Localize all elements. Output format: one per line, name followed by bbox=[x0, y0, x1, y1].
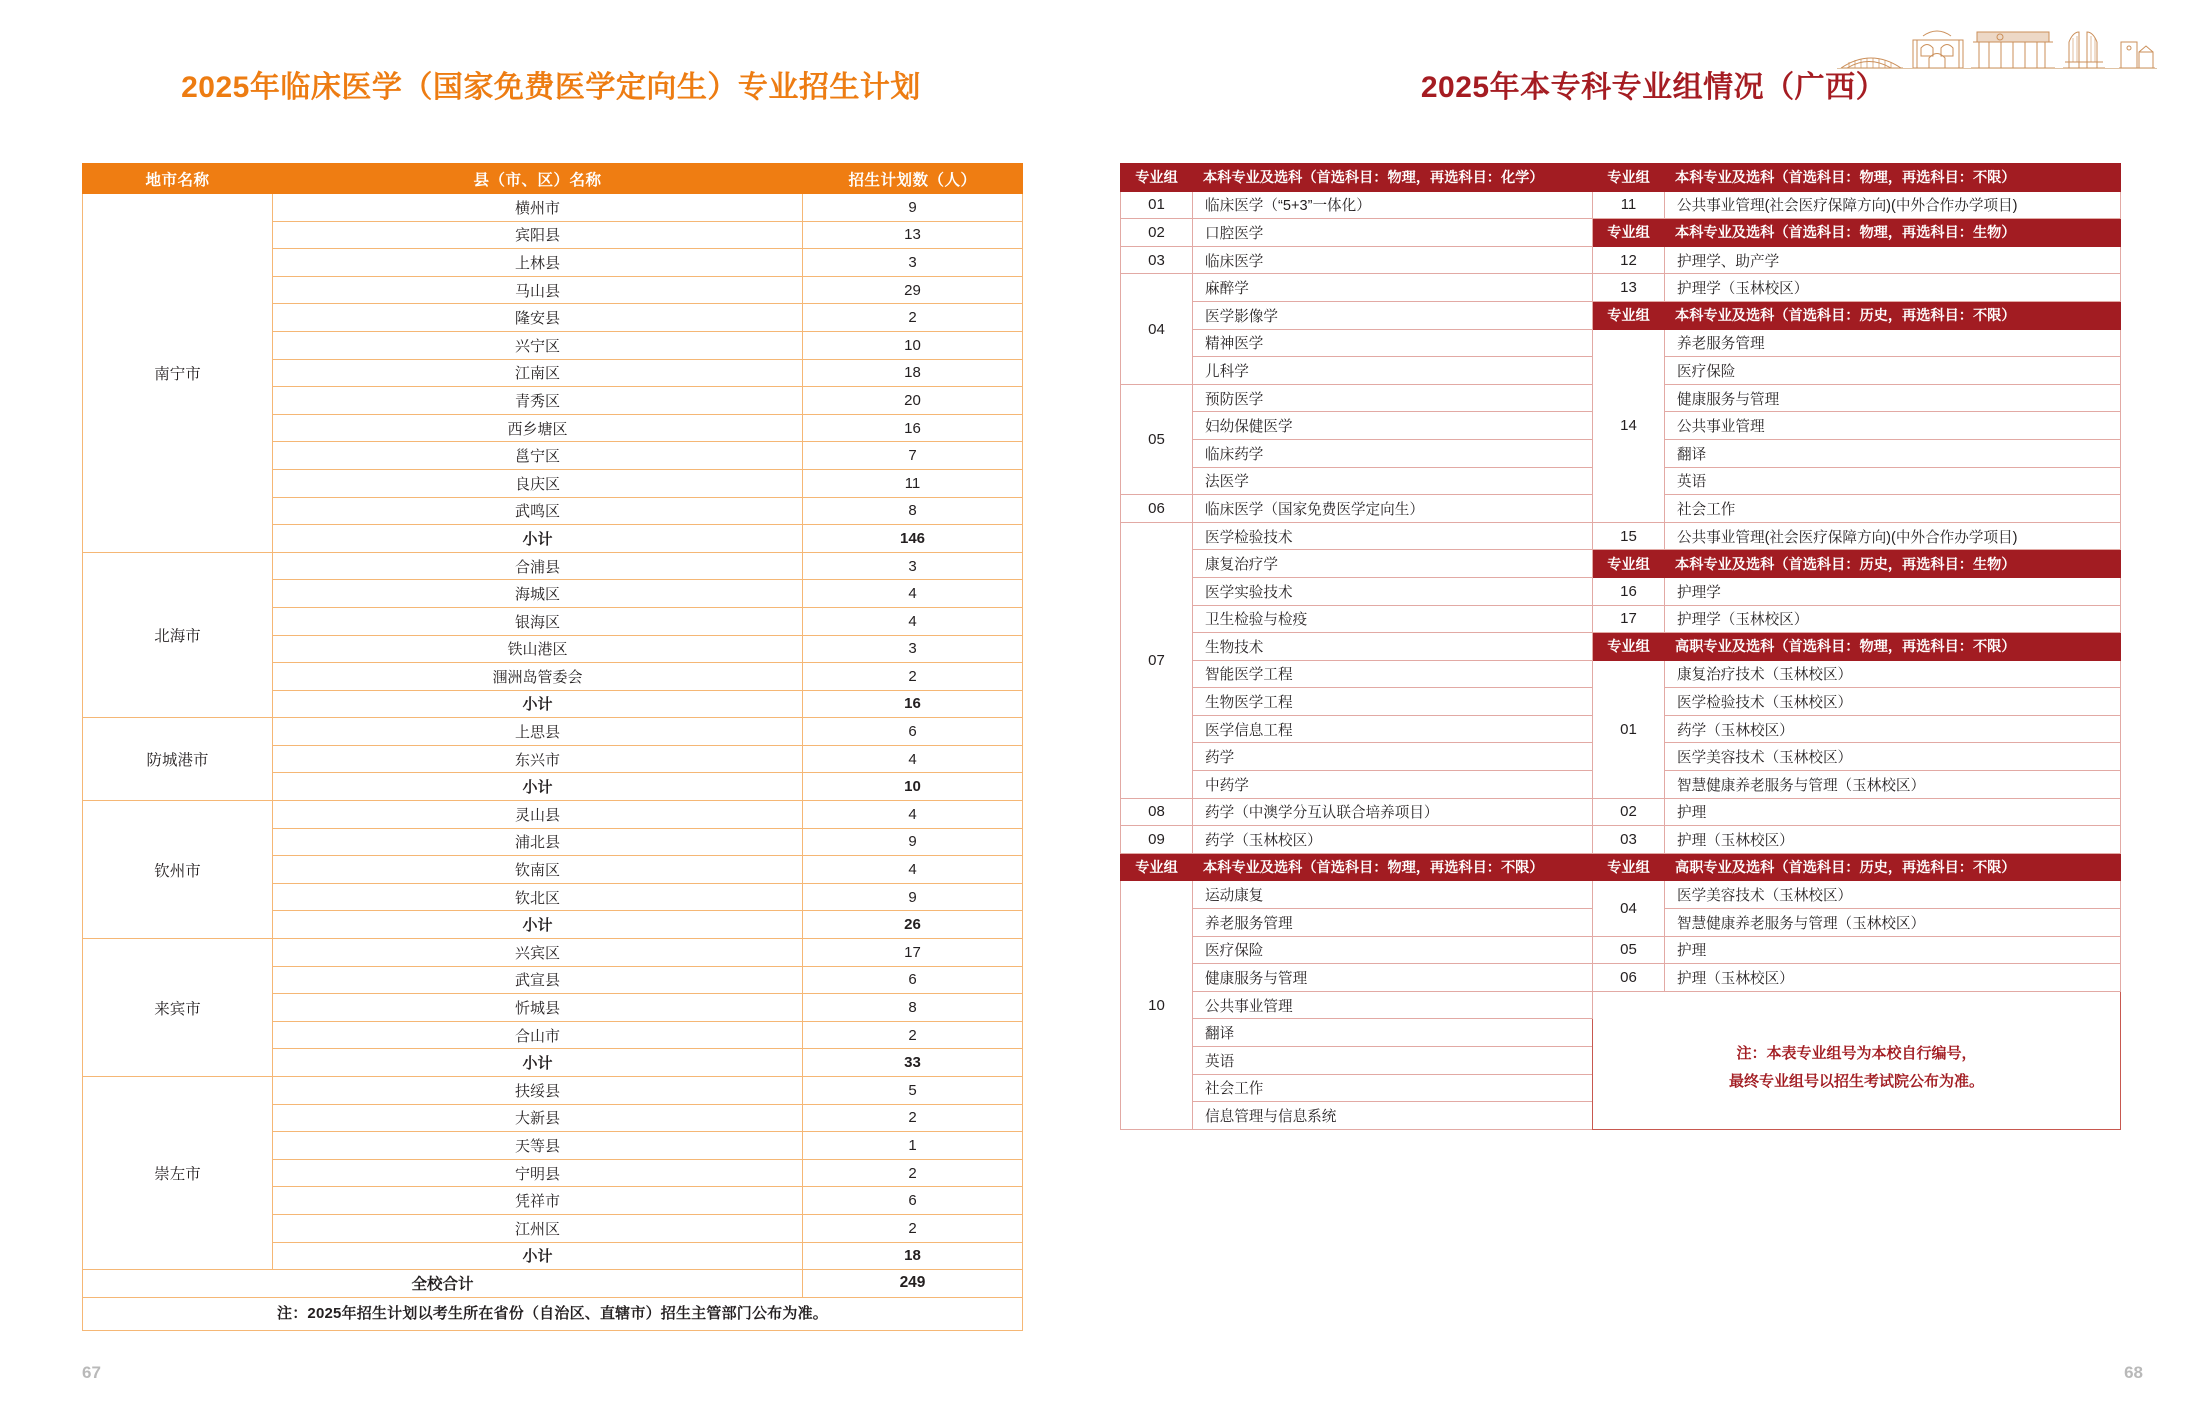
grand-total-label: 全校合计 bbox=[83, 1270, 803, 1298]
major-name: 药学 bbox=[1193, 743, 1593, 771]
major-name: 护理 bbox=[1665, 798, 2121, 826]
county-name-cell: 上林县 bbox=[273, 249, 803, 277]
county-name-cell: 兴宁区 bbox=[273, 331, 803, 359]
subtotal-value: 16 bbox=[803, 690, 1023, 718]
city-name-cell: 崇左市 bbox=[83, 1077, 273, 1270]
subtotal-value: 33 bbox=[803, 1049, 1023, 1077]
county-name-cell: 忻城县 bbox=[273, 994, 803, 1022]
table-header-row bbox=[83, 164, 1023, 194]
page-number-left: 67 bbox=[82, 1363, 101, 1382]
subtotal-value: 146 bbox=[803, 525, 1023, 553]
county-name-cell: 良庆区 bbox=[273, 469, 803, 497]
major-column-header: 本科专业及选科（首选科目：物理，再选科目：不限） bbox=[1665, 164, 2121, 192]
county-name-cell: 武鸣区 bbox=[273, 497, 803, 525]
major-name: 药学（中澳学分互认联合培养项目） bbox=[1193, 798, 1593, 826]
county-name-cell: 浦北县 bbox=[273, 828, 803, 856]
major-name: 预防医学 bbox=[1193, 384, 1593, 412]
major-name: 公共事业管理(社会医疗保障方向)(中外合作办学项目) bbox=[1665, 522, 2121, 550]
major-name: 临床医学 bbox=[1193, 246, 1593, 274]
major-name: 医疗保险 bbox=[1665, 357, 2121, 385]
county-name-cell: 上思县 bbox=[273, 718, 803, 746]
group-column-header: 专业组 bbox=[1121, 164, 1193, 192]
subtotal-value: 10 bbox=[803, 773, 1023, 801]
major-name: 智能医学工程 bbox=[1193, 660, 1593, 688]
note-block bbox=[1593, 991, 2121, 1129]
table-row bbox=[83, 552, 1023, 580]
table-row bbox=[1121, 660, 2121, 688]
plan-count-cell: 2 bbox=[803, 1159, 1023, 1187]
subtotal-label: 小计 bbox=[273, 1049, 803, 1077]
major-name: 精神医学 bbox=[1193, 329, 1593, 357]
major-group-code: 05 bbox=[1593, 936, 1665, 964]
county-name-cell: 江南区 bbox=[273, 359, 803, 387]
right-page bbox=[1102, 0, 2205, 1417]
plan-count-cell: 29 bbox=[803, 276, 1023, 304]
major-group-code: 03 bbox=[1121, 246, 1193, 274]
major-name: 英语 bbox=[1193, 1047, 1593, 1075]
county-name-cell: 宾阳县 bbox=[273, 221, 803, 249]
plan-count-cell: 4 bbox=[803, 580, 1023, 608]
major-column-header: 高职专业及选科（首选科目：历史，再选科目：不限） bbox=[1665, 853, 2121, 881]
county-name-cell: 凭祥市 bbox=[273, 1187, 803, 1215]
major-name: 临床医学（“5+3”一体化） bbox=[1193, 191, 1593, 219]
county-name-cell: 灵山县 bbox=[273, 801, 803, 829]
subtotal-label: 小计 bbox=[273, 690, 803, 718]
column-header: 县（市、区）名称 bbox=[273, 164, 803, 194]
plan-count-cell: 4 bbox=[803, 801, 1023, 829]
county-name-cell: 兴宾区 bbox=[273, 939, 803, 967]
major-name: 医学美容技术（玉林校区） bbox=[1665, 881, 2121, 909]
table-row bbox=[1121, 853, 2121, 881]
group-column-header: 专业组 bbox=[1121, 853, 1193, 881]
table-row bbox=[1121, 550, 2121, 578]
plan-count-cell: 6 bbox=[803, 966, 1023, 994]
major-name: 养老服务管理 bbox=[1193, 909, 1593, 937]
county-name-cell: 银海区 bbox=[273, 607, 803, 635]
major-name: 生物医学工程 bbox=[1193, 688, 1593, 716]
major-name: 养老服务管理 bbox=[1665, 329, 2121, 357]
plan-count-cell: 9 bbox=[803, 883, 1023, 911]
county-name-cell: 邕宁区 bbox=[273, 442, 803, 470]
major-group-code: 01 bbox=[1121, 191, 1193, 219]
plan-count-cell: 4 bbox=[803, 607, 1023, 635]
group-column-header: 专业组 bbox=[1593, 853, 1665, 881]
plan-count-cell: 1 bbox=[803, 1132, 1023, 1160]
major-name: 社会工作 bbox=[1193, 1074, 1593, 1102]
table-row bbox=[1121, 633, 2121, 661]
major-name: 英语 bbox=[1665, 467, 2121, 495]
major-name: 生物技术 bbox=[1193, 633, 1593, 661]
plan-count-cell: 2 bbox=[803, 1104, 1023, 1132]
major-group-code: 17 bbox=[1593, 605, 1665, 633]
major-name: 健康服务与管理 bbox=[1665, 384, 2121, 412]
major-group-code: 10 bbox=[1121, 881, 1193, 1129]
plan-count-cell: 2 bbox=[803, 1214, 1023, 1242]
subtotal-label: 小计 bbox=[273, 525, 803, 553]
group-column-header: 专业组 bbox=[1593, 301, 1665, 329]
county-name-cell: 横州市 bbox=[273, 194, 803, 222]
major-group-code: 07 bbox=[1121, 522, 1193, 798]
page-title: 2025年本专科专业组情况（广西） bbox=[1420, 71, 1887, 104]
table-row bbox=[1121, 329, 2121, 357]
major-name: 护理学 bbox=[1665, 577, 2121, 605]
major-name: 护理 bbox=[1665, 936, 2121, 964]
major-name: 药学（玉林校区） bbox=[1665, 715, 2121, 743]
major-name: 医学影像学 bbox=[1193, 301, 1593, 329]
major-name: 健康服务与管理 bbox=[1193, 964, 1593, 992]
plan-count-cell: 7 bbox=[803, 442, 1023, 470]
major-group-code: 04 bbox=[1593, 881, 1665, 936]
major-name: 护理学（玉林校区） bbox=[1665, 605, 2121, 633]
major-name: 翻译 bbox=[1665, 439, 2121, 467]
major-group-code: 02 bbox=[1593, 798, 1665, 826]
table-row bbox=[1121, 522, 2121, 550]
major-name: 康复治疗学 bbox=[1193, 550, 1593, 578]
table-row bbox=[1121, 964, 2121, 992]
subtotal-label: 小计 bbox=[273, 773, 803, 801]
county-name-cell: 合山市 bbox=[273, 1021, 803, 1049]
major-group-code: 04 bbox=[1121, 274, 1193, 384]
major-name: 运动康复 bbox=[1193, 881, 1593, 909]
county-name-cell: 武宣县 bbox=[273, 966, 803, 994]
county-name-cell: 东兴市 bbox=[273, 745, 803, 773]
table-note: 注：2025年招生计划以考生所在省份（自治区、直辖市）招生主管部门公布为准。 bbox=[83, 1297, 1023, 1330]
plan-count-cell: 5 bbox=[803, 1077, 1023, 1105]
county-name-cell: 海城区 bbox=[273, 580, 803, 608]
plan-count-cell: 9 bbox=[803, 194, 1023, 222]
plan-count-cell: 2 bbox=[803, 1021, 1023, 1049]
table-row bbox=[83, 194, 1023, 222]
major-name: 麻醉学 bbox=[1193, 274, 1593, 302]
major-name: 儿科学 bbox=[1193, 357, 1593, 385]
major-name: 护理（玉林校区） bbox=[1665, 826, 2121, 854]
major-group-code: 06 bbox=[1121, 495, 1193, 523]
note-line-2: 最终专业组号以招生考试院公布为准。 bbox=[1728, 1073, 1984, 1091]
table-row bbox=[1121, 798, 2121, 826]
plan-count-cell: 13 bbox=[803, 221, 1023, 249]
major-name: 医学信息工程 bbox=[1193, 715, 1593, 743]
plan-count-cell: 10 bbox=[803, 331, 1023, 359]
major-group-code: 05 bbox=[1121, 384, 1193, 494]
major-name: 医学检验技术 bbox=[1193, 522, 1593, 550]
major-column-header: 本科专业及选科（首选科目：物理，再选科目：不限） bbox=[1193, 853, 1593, 881]
major-name: 护理（玉林校区） bbox=[1665, 964, 2121, 992]
county-name-cell: 涠洲岛管委会 bbox=[273, 663, 803, 691]
major-column-header: 本科专业及选科（首选科目：物理，再选科目：化学） bbox=[1193, 164, 1593, 192]
city-name-cell: 北海市 bbox=[83, 552, 273, 718]
major-name: 智慧健康养老服务与管理（玉林校区） bbox=[1665, 909, 2121, 937]
county-name-cell: 西乡塘区 bbox=[273, 414, 803, 442]
subtotal-label: 小计 bbox=[273, 911, 803, 939]
major-column-header: 本科专业及选科（首选科目：物理，再选科目：生物） bbox=[1665, 219, 2121, 247]
group-column-header: 专业组 bbox=[1593, 219, 1665, 247]
major-name: 妇幼保健医学 bbox=[1193, 412, 1593, 440]
plan-count-cell: 2 bbox=[803, 663, 1023, 691]
major-group-table bbox=[1120, 163, 2121, 1130]
page-number-right: 68 bbox=[2124, 1363, 2143, 1382]
major-name: 医疗保险 bbox=[1193, 936, 1593, 964]
admission-plan-table bbox=[82, 163, 1023, 1331]
major-name: 卫生检验与检疫 bbox=[1193, 605, 1593, 633]
county-name-cell: 青秀区 bbox=[273, 387, 803, 415]
table-row bbox=[83, 1077, 1023, 1105]
major-name: 药学（玉林校区） bbox=[1193, 826, 1593, 854]
major-column-header: 本科专业及选科（首选科目：历史，再选科目：生物） bbox=[1665, 550, 2121, 578]
major-name: 公共事业管理 bbox=[1193, 991, 1593, 1019]
grand-total-value: 249 bbox=[803, 1270, 1023, 1298]
major-name: 口腔医学 bbox=[1193, 219, 1593, 247]
major-column-header: 高职专业及选科（首选科目：物理，再选科目：不限） bbox=[1665, 633, 2121, 661]
major-name: 中药学 bbox=[1193, 771, 1593, 799]
major-name: 法医学 bbox=[1193, 467, 1593, 495]
grand-total-row bbox=[83, 1270, 1023, 1298]
major-group-code: 03 bbox=[1593, 826, 1665, 854]
table-row bbox=[1121, 301, 2121, 329]
city-name-cell: 防城港市 bbox=[83, 718, 273, 801]
major-group-code: 02 bbox=[1121, 219, 1193, 247]
subtotal-label: 小计 bbox=[273, 1242, 803, 1270]
county-name-cell: 天等县 bbox=[273, 1132, 803, 1160]
major-group-code: 15 bbox=[1593, 522, 1665, 550]
table-row bbox=[83, 718, 1023, 746]
plan-count-cell: 3 bbox=[803, 552, 1023, 580]
major-group-code: 14 bbox=[1593, 329, 1665, 522]
city-name-cell: 南宁市 bbox=[83, 194, 273, 553]
county-name-cell: 宁明县 bbox=[273, 1159, 803, 1187]
table-row bbox=[83, 801, 1023, 829]
major-name: 翻译 bbox=[1193, 1019, 1593, 1047]
note-line-1: 注：本表专业组号为本校自行编号， bbox=[1736, 1044, 1977, 1062]
left-page bbox=[0, 0, 1102, 1417]
major-group-code: 06 bbox=[1593, 964, 1665, 992]
plan-count-cell: 18 bbox=[803, 359, 1023, 387]
county-name-cell: 钦南区 bbox=[273, 856, 803, 884]
plan-count-cell: 17 bbox=[803, 939, 1023, 967]
major-group-code: 08 bbox=[1121, 798, 1193, 826]
major-name: 公共事业管理 bbox=[1665, 412, 2121, 440]
table-row bbox=[1121, 246, 2121, 274]
plan-count-cell: 2 bbox=[803, 304, 1023, 332]
column-header: 招生计划数（人） bbox=[803, 164, 1023, 194]
major-name: 临床药学 bbox=[1193, 439, 1593, 467]
plan-count-cell: 3 bbox=[803, 635, 1023, 663]
plan-count-cell: 11 bbox=[803, 469, 1023, 497]
major-name: 护理学、助产学 bbox=[1665, 246, 2121, 274]
major-group-code: 13 bbox=[1593, 274, 1665, 302]
major-name: 医学检验技术（玉林校区） bbox=[1665, 688, 2121, 716]
table-row bbox=[1121, 191, 2121, 219]
table-row bbox=[1121, 577, 2121, 605]
plan-count-cell: 20 bbox=[803, 387, 1023, 415]
plan-count-cell: 16 bbox=[803, 414, 1023, 442]
city-name-cell: 钦州市 bbox=[83, 801, 273, 939]
table-row bbox=[1121, 274, 2121, 302]
county-name-cell: 江州区 bbox=[273, 1214, 803, 1242]
table-row bbox=[83, 939, 1023, 967]
major-group-code: 01 bbox=[1593, 660, 1665, 798]
table-row bbox=[1121, 991, 2121, 1019]
county-name-cell: 铁山港区 bbox=[273, 635, 803, 663]
plan-count-cell: 3 bbox=[803, 249, 1023, 277]
major-name: 临床医学（国家免费医学定向生） bbox=[1193, 495, 1593, 523]
plan-count-cell: 6 bbox=[803, 718, 1023, 746]
plan-count-cell: 4 bbox=[803, 856, 1023, 884]
county-name-cell: 扶绥县 bbox=[273, 1077, 803, 1105]
major-group-code: 11 bbox=[1593, 191, 1665, 219]
plan-count-cell: 4 bbox=[803, 745, 1023, 773]
table-row bbox=[1121, 605, 2121, 633]
subtotal-value: 26 bbox=[803, 911, 1023, 939]
group-column-header: 专业组 bbox=[1593, 633, 1665, 661]
table-row bbox=[1121, 164, 2121, 192]
major-name: 公共事业管理(社会医疗保障方向)(中外合作办学项目) bbox=[1665, 191, 2121, 219]
plan-count-cell: 8 bbox=[803, 994, 1023, 1022]
major-name: 智慧健康养老服务与管理（玉林校区） bbox=[1665, 771, 2121, 799]
table-row bbox=[1121, 219, 2121, 247]
major-name: 医学美容技术（玉林校区） bbox=[1665, 743, 2121, 771]
major-name: 护理学（玉林校区） bbox=[1665, 274, 2121, 302]
county-name-cell: 合浦县 bbox=[273, 552, 803, 580]
major-name: 信息管理与信息系统 bbox=[1193, 1102, 1593, 1130]
major-name: 社会工作 bbox=[1665, 495, 2121, 523]
plan-count-cell: 8 bbox=[803, 497, 1023, 525]
campus-skyline-icon bbox=[1837, 18, 2157, 74]
note-row bbox=[83, 1297, 1023, 1330]
page-title: 2025年临床医学（国家免费医学定向生）专业招生计划 bbox=[181, 71, 921, 104]
county-name-cell: 大新县 bbox=[273, 1104, 803, 1132]
major-name: 康复治疗技术（玉林校区） bbox=[1665, 660, 2121, 688]
table-row bbox=[1121, 881, 2121, 909]
major-column-header: 本科专业及选科（首选科目：历史，再选科目：不限） bbox=[1665, 301, 2121, 329]
plan-count-cell: 9 bbox=[803, 828, 1023, 856]
group-column-header: 专业组 bbox=[1593, 550, 1665, 578]
county-name-cell: 隆安县 bbox=[273, 304, 803, 332]
subtotal-value: 18 bbox=[803, 1242, 1023, 1270]
major-group-code: 12 bbox=[1593, 246, 1665, 274]
group-column-header: 专业组 bbox=[1593, 164, 1665, 192]
table-row bbox=[1121, 826, 2121, 854]
county-name-cell: 钦北区 bbox=[273, 883, 803, 911]
table-row bbox=[1121, 936, 2121, 964]
major-name: 医学实验技术 bbox=[1193, 577, 1593, 605]
county-name-cell: 马山县 bbox=[273, 276, 803, 304]
major-group-code: 16 bbox=[1593, 577, 1665, 605]
column-header: 地市名称 bbox=[83, 164, 273, 194]
city-name-cell: 来宾市 bbox=[83, 939, 273, 1077]
major-group-code: 09 bbox=[1121, 826, 1193, 854]
plan-count-cell: 6 bbox=[803, 1187, 1023, 1215]
